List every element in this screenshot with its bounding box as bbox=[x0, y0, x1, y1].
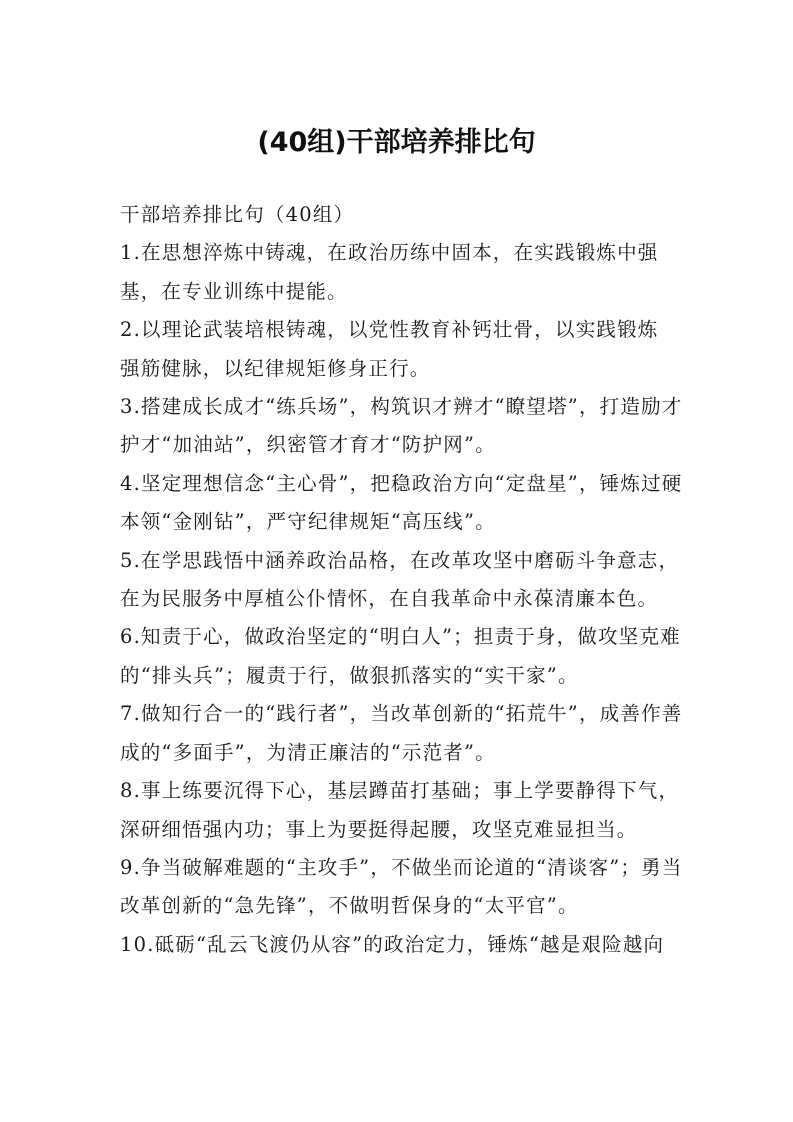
text-line: 3.搭建成长成才“练兵场”，构筑识才辨才“瞭望塔”，打造励才 bbox=[120, 395, 683, 419]
subtitle-line: 干部培养排比句（40组） bbox=[120, 203, 355, 226]
text-line: 改革创新的“急先锋”，不做明哲保身的“太平官”。 bbox=[120, 894, 579, 918]
text-line: 成的“多面手”，为清正廉洁的“示范者”。 bbox=[120, 740, 496, 764]
text-line: 4.坚定理想信念“主心骨”，把稳政治方向“定盘星”，锤炼过硬 bbox=[120, 471, 683, 495]
text-line: 基，在专业训练中提能。 bbox=[120, 279, 348, 303]
text-line: 7.做知行合一的“践行者”，当改革创新的“拓荒牛”，成善作善 bbox=[120, 702, 683, 726]
text-line: 9.争当破解难题的“主攻手”，不做坐而论道的“清谈客”；勇当 bbox=[120, 855, 683, 879]
text-line: 10.砥砺“乱云飞渡仍从容”的政治定力，锤炼“越是艰险越向 bbox=[120, 932, 665, 956]
document-title: (40组)干部培养排比句 bbox=[257, 127, 536, 158]
text-line: 强筋健脉，以纪律规矩修身正行。 bbox=[120, 356, 431, 380]
text-line: 8.事上练要沉得下心，基层蹲苗打基础；事上学要静得下气， bbox=[120, 779, 680, 803]
text-line: 的“排头兵”；履责于行，做狠抓落实的“实干家”。 bbox=[120, 663, 579, 687]
text-line: 在为民服务中厚植公仆情怀，在自我革命中永葆清廉本色。 bbox=[120, 587, 659, 611]
text-line: 6.知责于心，做政治坚定的“明白人”；担责于身，做攻坚克难 bbox=[120, 625, 681, 649]
document-body bbox=[120, 196, 683, 964]
text-line: 1.在思想淬炼中铸魂，在政治历练中固本，在实践锻炼中强 bbox=[120, 241, 659, 265]
text-line: 5.在学思践悟中涵养政治品格，在改革攻坚中磨砺斗争意志， bbox=[120, 548, 680, 572]
text-line: 深研细悟强内功；事上为要挺得起腰，攻坚克难显担当。 bbox=[120, 817, 638, 841]
text-line: 护才“加油站”，织密管才育才“防护网”。 bbox=[120, 433, 496, 457]
text-line: 2.以理论武装培根铸魂，以党性教育补钙壮骨，以实践锻炼 bbox=[120, 318, 659, 342]
text-line: 本领“金刚钻”，严守纪律规矩“高压线”。 bbox=[120, 510, 496, 534]
